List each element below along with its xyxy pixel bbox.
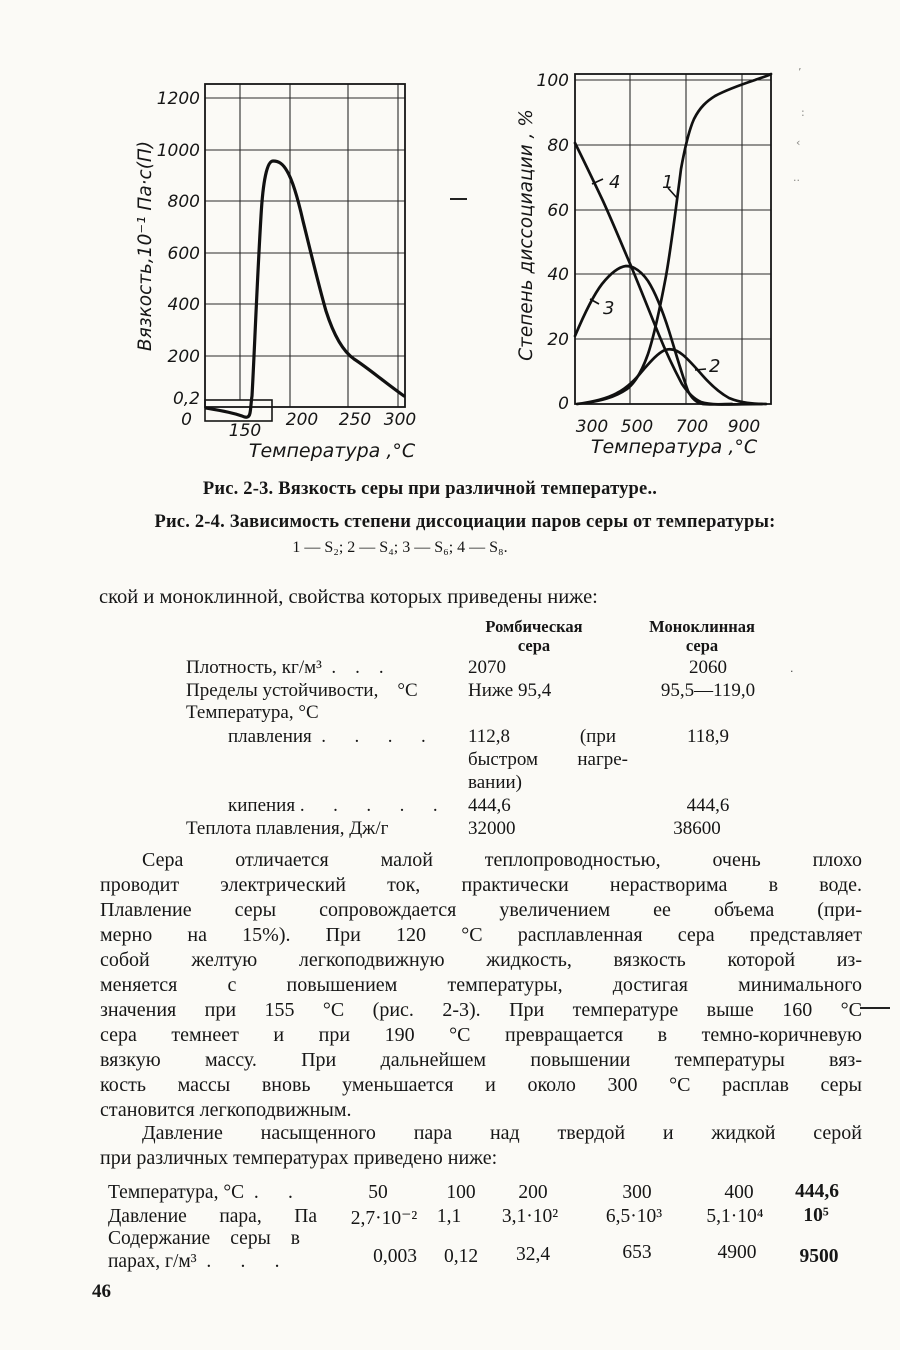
pt-row3-label-part: серы xyxy=(230,1228,271,1249)
body-line: Сера отличается малой теплопроводностью, очень плохо xyxy=(142,849,862,871)
fig2-ytick-0: 0 xyxy=(558,394,569,414)
fig2-curve-2-S4 xyxy=(577,349,766,404)
fig2-curve-label-2: 2 xyxy=(709,356,721,377)
body-line: значения при 155 °С (рис. 2-3). При температуре выше 160 °С xyxy=(100,999,862,1021)
fig1-ytick-200: 200 xyxy=(167,347,200,367)
fig1-ytick-400: 400 xyxy=(167,295,200,315)
body-line: Плавление серы сопровождается увеличением ее объема (при- xyxy=(100,899,862,921)
fig2-y-axis-label: Степень диссоциации , % xyxy=(516,109,537,361)
row-melting-note-2 xyxy=(468,749,628,771)
fig1-viscosity-curve xyxy=(206,161,404,417)
fig2-curve-label-1: 1 xyxy=(662,172,674,193)
melting-note-2a: быстром xyxy=(468,749,539,770)
row-melting-label: плавления . . . . xyxy=(228,726,426,747)
fig1-y-axis-label: Вязкость,10⁻¹ Па·с(П) xyxy=(135,140,156,352)
fig2-xtick-700: 700 xyxy=(675,417,709,437)
pt-row2-label-part: пара, xyxy=(219,1206,262,1227)
fig2-ytick-60: 60 xyxy=(547,201,569,221)
pt-temp-value: 300 xyxy=(622,1182,652,1203)
pt-content-value: 9500 xyxy=(799,1246,839,1267)
scan-artifact-dash-gutter xyxy=(450,198,467,200)
pt-temp-value: 444,6 xyxy=(795,1181,839,1202)
row-heat-rhombic: 32000 xyxy=(468,818,516,839)
body-line: Давление насыщенного пара над твердой и жидкой серой xyxy=(142,1122,862,1144)
pt-content-value: 32,4 xyxy=(515,1244,551,1265)
row-density-monoclinic: 2060 xyxy=(689,657,727,678)
scan-artifact-speck: ’ xyxy=(798,66,802,79)
scan-artifact-dash-margin xyxy=(860,1007,890,1009)
pt-row3-label-line1 xyxy=(108,1228,300,1250)
fig1-ytick-1000: 1000 xyxy=(156,141,200,161)
fig-2-4-caption: Рис. 2-4. Зависимость степени диссоциации паров серы от температуры: xyxy=(154,512,776,532)
scan-artifact-speck: ·· xyxy=(793,174,800,187)
fig2-curve-1-S2 xyxy=(586,74,771,403)
col-header-rhombic-2: сера xyxy=(517,636,551,655)
body-line: вязкую массу. При дальнейшем повышении температуры вяз- xyxy=(100,1049,862,1071)
body-line: проводит электрический ток, практически нерастворима в воде. xyxy=(100,874,862,896)
row-stability-monoclinic: 95,5—119,0 xyxy=(660,680,756,701)
fig2-xtick-900: 900 xyxy=(727,417,761,437)
melting-note-2b: нагре- xyxy=(577,749,628,770)
col-header-monoclinic: Моноклинная xyxy=(649,617,755,636)
col-header-monoclinic-2: сера xyxy=(685,636,719,655)
pt-content-value: 4900 xyxy=(717,1242,757,1263)
row-stability-rhombic: Ниже 95,4 xyxy=(468,680,552,701)
pt-pressure-value: 3,1·10² xyxy=(501,1206,559,1227)
pt-temp-value: 200 xyxy=(518,1182,548,1203)
fig1-ytick-800: 800 xyxy=(167,192,200,212)
pt-content-value: 653 xyxy=(622,1242,652,1263)
body-line: меняется с повышением температуры, достигая минимального xyxy=(100,974,862,996)
fig1-ytick-600: 600 xyxy=(167,244,200,264)
row-heat-monoclinic: 38600 xyxy=(673,818,721,839)
page-number: 46 xyxy=(92,1281,111,1302)
row-melting-note-3: вании) xyxy=(468,772,522,793)
pt-temp-value: 400 xyxy=(724,1182,754,1203)
row-boiling-label: кипения . . . . . xyxy=(228,795,438,816)
body-line: при различных температурах приведено ниже: xyxy=(100,1147,498,1169)
scan-artifact-speck: . xyxy=(790,662,794,675)
fig2-x-tick-labels xyxy=(576,417,760,437)
melting-value: 112,8 xyxy=(468,726,511,747)
pt-content-value: 0,12 xyxy=(443,1246,479,1267)
fig1-xtick-150: 150 xyxy=(228,421,262,441)
row-heat-label: Теплота плавления, Дж/г xyxy=(186,818,389,839)
fig1-x-axis-label: Температура ,°С xyxy=(248,440,416,462)
row-boiling-monoclinic: 444,6 xyxy=(686,795,730,816)
pt-pressure-value: 2,7·10⁻² xyxy=(350,1208,418,1229)
row-melting-rhombic xyxy=(468,726,616,748)
fig2-xtick-500: 500 xyxy=(620,417,654,437)
row-density-rhombic: 2070 xyxy=(468,657,506,678)
fig1-xtick-250: 250 xyxy=(338,410,372,430)
fig2-curve-label-4: 4 xyxy=(609,172,621,193)
fig1-y-tick-labels xyxy=(157,89,200,430)
fig1-ytick-1200: 1200 xyxy=(156,89,200,109)
pt-row3-label-part: в xyxy=(290,1228,300,1249)
body-line: становится легкоподвижным. xyxy=(100,1099,352,1121)
row-temperature-label: Температура, °С xyxy=(186,702,319,723)
fig-2-3-caption: Рис. 2-3. Вязкость серы при различной температуре.. xyxy=(202,479,658,499)
fig2-xtick-300: 300 xyxy=(575,417,609,437)
fig-2-3-viscosity-chart xyxy=(130,55,480,470)
fig1-grid xyxy=(205,84,405,407)
fig1-ytick-0-2: 0,2 xyxy=(172,389,200,409)
fig1-ytick-0: 0 xyxy=(181,410,192,430)
pt-pressure-value: 1,1 xyxy=(436,1206,462,1227)
fig1-xtick-200: 200 xyxy=(285,410,319,430)
fig2-ytick-80: 80 xyxy=(547,136,569,156)
row-melting-monoclinic: 118,9 xyxy=(686,726,730,747)
pt-temp-value: 50 xyxy=(368,1182,388,1203)
fig2-ytick-100: 100 xyxy=(536,71,569,91)
fig2-y-tick-labels xyxy=(537,71,569,414)
fig2-curve-label-3: 3 xyxy=(603,298,615,319)
scan-artifact-speck: ‹ xyxy=(796,136,801,149)
body-line: мерно на 15%). При 120 °С расплавленная сера представляет xyxy=(100,924,862,946)
body-line: кость массы вновь уменьшается и около 300 °С расплав серы xyxy=(100,1074,862,1096)
pt-row2-label-part: Па xyxy=(294,1206,317,1227)
row-density-label: Плотность, кг/м³ . . . xyxy=(186,657,384,678)
pt-row3-label-part: Содержание xyxy=(108,1228,211,1249)
pt-temp-value: 100 xyxy=(446,1182,476,1203)
row-stability-label: Пределы устойчивости, °С xyxy=(186,680,418,701)
fig1-plot-border xyxy=(205,84,405,407)
fig2-ytick-20: 20 xyxy=(547,330,569,350)
fig2-x-axis-label: Температура ,°С xyxy=(590,436,758,458)
fig-2-4-legend: 1 — S₂; 2 — S₄; 3 — S₆; 4 — S₈. xyxy=(292,539,508,556)
fig1-xtick-300: 300 xyxy=(383,410,417,430)
pt-pressure-value: 6,5·10³ xyxy=(605,1206,663,1227)
pt-row3-label-line2: парах, г/м³ . . . xyxy=(108,1251,280,1272)
body-line: сера темнеет и при 190 °С превращается в темно-коричневую xyxy=(100,1024,862,1046)
pt-row1-label: Температура, °С . . xyxy=(108,1182,293,1203)
body-line: собой желтую легкоподвижную жидкость, вязкость которой из- xyxy=(100,949,862,971)
pt-row2-label xyxy=(108,1206,317,1228)
pt-row2-label-part: Давление xyxy=(108,1206,187,1227)
pt-content-value: 0,003 xyxy=(373,1246,417,1267)
fig-2-4-dissociation-chart xyxy=(470,50,830,470)
fig2-ytick-40: 40 xyxy=(547,265,569,285)
fig1-x-tick-labels xyxy=(229,410,416,441)
scan-artifact-speck: : xyxy=(801,106,805,119)
melting-note-1: (при xyxy=(579,726,616,747)
pt-pressure-value: 5,1·10⁴ xyxy=(706,1206,764,1227)
intro-line: ской и моноклинной, свойства которых приведены ниже: xyxy=(99,586,598,608)
col-header-rhombic: Ромбическая xyxy=(485,617,583,636)
pt-pressure-value: 10⁵ xyxy=(803,1205,829,1226)
row-boiling-rhombic: 444,6 xyxy=(468,795,511,816)
